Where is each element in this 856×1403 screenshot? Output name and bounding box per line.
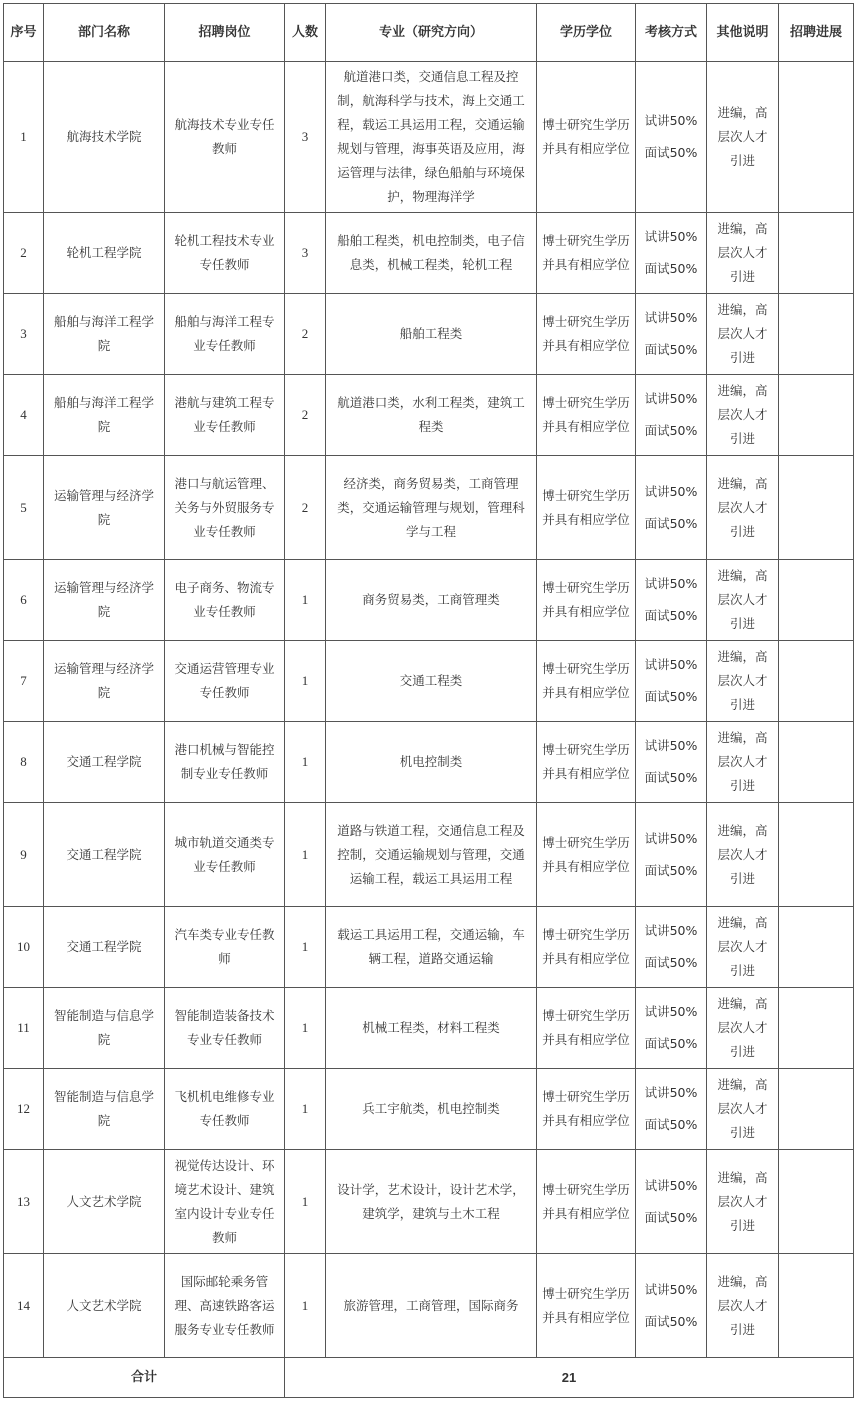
row-degree: 博士研究生学历并具有相应学位 bbox=[537, 1150, 636, 1254]
row-dept: 轮机工程学院 bbox=[44, 213, 165, 294]
row-major: 兵工宇航类，机电控制类 bbox=[326, 1069, 537, 1150]
assess-lecture: 试讲50% bbox=[644, 310, 698, 325]
assess-lecture: 试讲50% bbox=[644, 113, 698, 128]
row-count: 1 bbox=[285, 988, 326, 1069]
assess-interview: 面试50% bbox=[644, 608, 698, 623]
row-assess bbox=[636, 375, 707, 456]
row-degree: 博士研究生学历并具有相应学位 bbox=[537, 988, 636, 1069]
row-major: 机电控制类 bbox=[326, 722, 537, 803]
table-row bbox=[4, 1254, 854, 1358]
row-position: 城市轨道交通类专业专任教师 bbox=[165, 803, 285, 907]
row-position: 港航与建筑工程专业专任教师 bbox=[165, 375, 285, 456]
row-degree: 博士研究生学历并具有相应学位 bbox=[537, 722, 636, 803]
header-dept: 部门名称 bbox=[44, 4, 165, 62]
row-notes: 进编，高层次人才引进 bbox=[707, 456, 779, 560]
assess-interview: 面试50% bbox=[644, 1313, 698, 1329]
row-seq: 12 bbox=[4, 1069, 44, 1150]
row-progress bbox=[779, 456, 854, 560]
assess-lecture: 试讲50% bbox=[644, 657, 698, 672]
table-row bbox=[4, 213, 854, 294]
row-progress bbox=[779, 213, 854, 294]
row-position: 船舶与海洋工程专业专任教师 bbox=[165, 294, 285, 375]
row-degree: 博士研究生学历并具有相应学位 bbox=[537, 641, 636, 722]
assess-lecture: 试讲50% bbox=[644, 738, 698, 753]
row-position: 国际邮轮乘务管理、高速铁路客运服务专业专任教师 bbox=[165, 1254, 285, 1358]
row-major: 旅游管理，工商管理，国际商务 bbox=[326, 1254, 537, 1358]
row-position: 智能制造装备技术专业专任教师 bbox=[165, 988, 285, 1069]
header-row bbox=[4, 4, 854, 62]
row-progress bbox=[779, 294, 854, 375]
row-dept: 交通工程学院 bbox=[44, 907, 165, 988]
row-seq: 8 bbox=[4, 722, 44, 803]
header-count: 人数 bbox=[285, 4, 326, 62]
row-progress bbox=[779, 375, 854, 456]
row-seq: 5 bbox=[4, 456, 44, 560]
table-row bbox=[4, 62, 854, 213]
row-count: 1 bbox=[285, 1069, 326, 1150]
row-dept: 航海技术学院 bbox=[44, 62, 165, 213]
row-progress bbox=[779, 988, 854, 1069]
assess-interview: 面试50% bbox=[644, 862, 698, 878]
row-count: 1 bbox=[285, 722, 326, 803]
row-assess bbox=[636, 1150, 707, 1254]
table-row bbox=[4, 294, 854, 375]
row-notes: 进编，高层次人才引进 bbox=[707, 803, 779, 907]
row-count: 3 bbox=[285, 62, 326, 213]
row-position: 视觉传达设计、环境艺术设计、建筑室内设计专业专任教师 bbox=[165, 1150, 285, 1254]
row-count: 1 bbox=[285, 907, 326, 988]
assess-lecture: 试讲50% bbox=[644, 576, 698, 591]
header-degree: 学历学位 bbox=[537, 4, 636, 62]
row-assess bbox=[636, 907, 707, 988]
row-major: 航道港口类，水利工程类，建筑工程类 bbox=[326, 375, 537, 456]
header-seq: 序号 bbox=[4, 4, 44, 62]
row-progress bbox=[779, 1069, 854, 1150]
row-count: 1 bbox=[285, 560, 326, 641]
row-progress bbox=[779, 62, 854, 213]
row-seq: 7 bbox=[4, 641, 44, 722]
row-assess bbox=[636, 1254, 707, 1358]
row-assess bbox=[636, 641, 707, 722]
row-progress bbox=[779, 803, 854, 907]
table-row bbox=[4, 375, 854, 456]
row-dept: 船舶与海洋工程学院 bbox=[44, 375, 165, 456]
row-dept: 运输管理与经济学院 bbox=[44, 560, 165, 641]
row-assess bbox=[636, 62, 707, 213]
row-notes: 进编，高层次人才引进 bbox=[707, 1069, 779, 1150]
row-notes: 进编，高层次人才引进 bbox=[707, 560, 779, 641]
row-notes: 进编，高层次人才引进 bbox=[707, 1150, 779, 1254]
row-notes: 进编，高层次人才引进 bbox=[707, 907, 779, 988]
row-position: 飞机机电维修专业专任教师 bbox=[165, 1069, 285, 1150]
row-notes: 进编，高层次人才引进 bbox=[707, 1254, 779, 1358]
table-row bbox=[4, 907, 854, 988]
row-position: 轮机工程技术专业专任教师 bbox=[165, 213, 285, 294]
assess-interview: 面试50% bbox=[644, 423, 698, 438]
row-major: 航道港口类，交通信息工程及控制，航海科学与技术，海上交通工程，载运工具运用工程，交通运输规划与管理，海事英语及应用，海运管理与法律，绿色船舶与环境保护，物理海洋学 bbox=[326, 62, 537, 213]
row-degree: 博士研究生学历并具有相应学位 bbox=[537, 1254, 636, 1358]
table-row bbox=[4, 560, 854, 641]
assess-lecture: 试讲50% bbox=[644, 830, 698, 846]
row-count: 2 bbox=[285, 456, 326, 560]
row-assess bbox=[636, 294, 707, 375]
table-row bbox=[4, 1069, 854, 1150]
row-major: 机械工程类，材料工程类 bbox=[326, 988, 537, 1069]
assess-interview: 面试50% bbox=[644, 515, 698, 531]
row-assess bbox=[636, 803, 707, 907]
row-count: 2 bbox=[285, 294, 326, 375]
assess-lecture: 试讲50% bbox=[644, 923, 698, 938]
row-progress bbox=[779, 722, 854, 803]
row-dept: 交通工程学院 bbox=[44, 803, 165, 907]
row-progress bbox=[779, 1254, 854, 1358]
header-assess: 考核方式 bbox=[636, 4, 707, 62]
row-major: 船舶工程类 bbox=[326, 294, 537, 375]
row-assess bbox=[636, 988, 707, 1069]
row-notes: 进编，高层次人才引进 bbox=[707, 988, 779, 1069]
row-degree: 博士研究生学历并具有相应学位 bbox=[537, 375, 636, 456]
row-major: 商务贸易类，工商管理类 bbox=[326, 560, 537, 641]
row-degree: 博士研究生学历并具有相应学位 bbox=[537, 560, 636, 641]
row-major: 载运工具运用工程，交通运输，车辆工程，道路交通运输 bbox=[326, 907, 537, 988]
assess-interview: 面试50% bbox=[644, 1117, 698, 1132]
assess-interview: 面试50% bbox=[644, 1036, 698, 1051]
row-seq: 9 bbox=[4, 803, 44, 907]
row-count: 1 bbox=[285, 641, 326, 722]
row-dept: 运输管理与经济学院 bbox=[44, 456, 165, 560]
row-assess bbox=[636, 456, 707, 560]
header-position: 招聘岗位 bbox=[165, 4, 285, 62]
total-row bbox=[4, 1358, 854, 1398]
total-label: 合计 bbox=[4, 1358, 285, 1398]
row-degree: 博士研究生学历并具有相应学位 bbox=[537, 907, 636, 988]
row-degree: 博士研究生学历并具有相应学位 bbox=[537, 213, 636, 294]
assess-interview: 面试50% bbox=[644, 689, 698, 704]
row-dept: 智能制造与信息学院 bbox=[44, 988, 165, 1069]
assess-interview: 面试50% bbox=[644, 770, 698, 785]
row-count: 1 bbox=[285, 1150, 326, 1254]
row-seq: 3 bbox=[4, 294, 44, 375]
row-dept: 人文艺术学院 bbox=[44, 1150, 165, 1254]
row-assess bbox=[636, 213, 707, 294]
row-seq: 2 bbox=[4, 213, 44, 294]
row-count: 1 bbox=[285, 803, 326, 907]
row-progress bbox=[779, 641, 854, 722]
row-major: 设计学，艺术设计，设计艺术学，建筑学，建筑与土木工程 bbox=[326, 1150, 537, 1254]
assess-interview: 面试50% bbox=[644, 145, 698, 160]
assess-lecture: 试讲50% bbox=[644, 1085, 698, 1100]
row-seq: 1 bbox=[4, 62, 44, 213]
row-position: 电子商务、物流专业专任教师 bbox=[165, 560, 285, 641]
row-position: 汽车类专业专任教师 bbox=[165, 907, 285, 988]
table-row bbox=[4, 456, 854, 560]
row-degree: 博士研究生学历并具有相应学位 bbox=[537, 456, 636, 560]
row-major: 交通工程类 bbox=[326, 641, 537, 722]
row-dept: 智能制造与信息学院 bbox=[44, 1069, 165, 1150]
row-progress bbox=[779, 1150, 854, 1254]
row-dept: 人文艺术学院 bbox=[44, 1254, 165, 1358]
table-row bbox=[4, 1150, 854, 1254]
assess-interview: 面试50% bbox=[644, 342, 698, 357]
row-dept: 船舶与海洋工程学院 bbox=[44, 294, 165, 375]
assess-lecture: 试讲50% bbox=[644, 229, 698, 244]
row-major: 船舶工程类，机电控制类，电子信息类，机械工程类，轮机工程 bbox=[326, 213, 537, 294]
row-position: 港口与航运管理、关务与外贸服务专业专任教师 bbox=[165, 456, 285, 560]
header-notes: 其他说明 bbox=[707, 4, 779, 62]
row-seq: 6 bbox=[4, 560, 44, 641]
row-major: 道路与铁道工程，交通信息工程及控制，交通运输规划与管理，交通运输工程，载运工具运用工程 bbox=[326, 803, 537, 907]
assess-interview: 面试50% bbox=[644, 261, 698, 276]
row-notes: 进编，高层次人才引进 bbox=[707, 294, 779, 375]
row-count: 2 bbox=[285, 375, 326, 456]
header-major: 专业（研究方向） bbox=[326, 4, 537, 62]
table-row bbox=[4, 988, 854, 1069]
total-count: 21 bbox=[285, 1358, 854, 1398]
row-seq: 11 bbox=[4, 988, 44, 1069]
table-row bbox=[4, 722, 854, 803]
recruitment-table bbox=[3, 3, 854, 1398]
table-body bbox=[4, 62, 854, 1398]
row-notes: 进编，高层次人才引进 bbox=[707, 375, 779, 456]
row-notes: 进编，高层次人才引进 bbox=[707, 722, 779, 803]
row-seq: 4 bbox=[4, 375, 44, 456]
header-progress: 招聘进展 bbox=[779, 4, 854, 62]
row-assess bbox=[636, 560, 707, 641]
row-position: 港口机械与智能控制专业专任教师 bbox=[165, 722, 285, 803]
assess-interview: 面试50% bbox=[644, 955, 698, 970]
row-seq: 10 bbox=[4, 907, 44, 988]
assess-lecture: 试讲50% bbox=[644, 1004, 698, 1019]
row-position: 航海技术专业专任教师 bbox=[165, 62, 285, 213]
row-dept: 运输管理与经济学院 bbox=[44, 641, 165, 722]
row-assess bbox=[636, 722, 707, 803]
assess-lecture: 试讲50% bbox=[644, 483, 698, 499]
row-count: 3 bbox=[285, 213, 326, 294]
row-count: 1 bbox=[285, 1254, 326, 1358]
row-notes: 进编，高层次人才引进 bbox=[707, 641, 779, 722]
row-major: 经济类，商务贸易类，工商管理类，交通运输管理与规划，管理科学与工程 bbox=[326, 456, 537, 560]
row-degree: 博士研究生学历并具有相应学位 bbox=[537, 1069, 636, 1150]
row-seq: 14 bbox=[4, 1254, 44, 1358]
row-position: 交通运营管理专业专任教师 bbox=[165, 641, 285, 722]
table-row bbox=[4, 803, 854, 907]
table-row bbox=[4, 641, 854, 722]
row-progress bbox=[779, 907, 854, 988]
assess-lecture: 试讲50% bbox=[644, 391, 698, 406]
assess-interview: 面试50% bbox=[644, 1209, 698, 1225]
assess-lecture: 试讲50% bbox=[644, 1281, 698, 1297]
row-dept: 交通工程学院 bbox=[44, 722, 165, 803]
assess-lecture: 试讲50% bbox=[644, 1177, 698, 1193]
row-assess bbox=[636, 1069, 707, 1150]
row-degree: 博士研究生学历并具有相应学位 bbox=[537, 62, 636, 213]
row-degree: 博士研究生学历并具有相应学位 bbox=[537, 803, 636, 907]
row-seq: 13 bbox=[4, 1150, 44, 1254]
row-degree: 博士研究生学历并具有相应学位 bbox=[537, 294, 636, 375]
row-notes: 进编，高层次人才引进 bbox=[707, 62, 779, 213]
row-notes: 进编，高层次人才引进 bbox=[707, 213, 779, 294]
row-progress bbox=[779, 560, 854, 641]
